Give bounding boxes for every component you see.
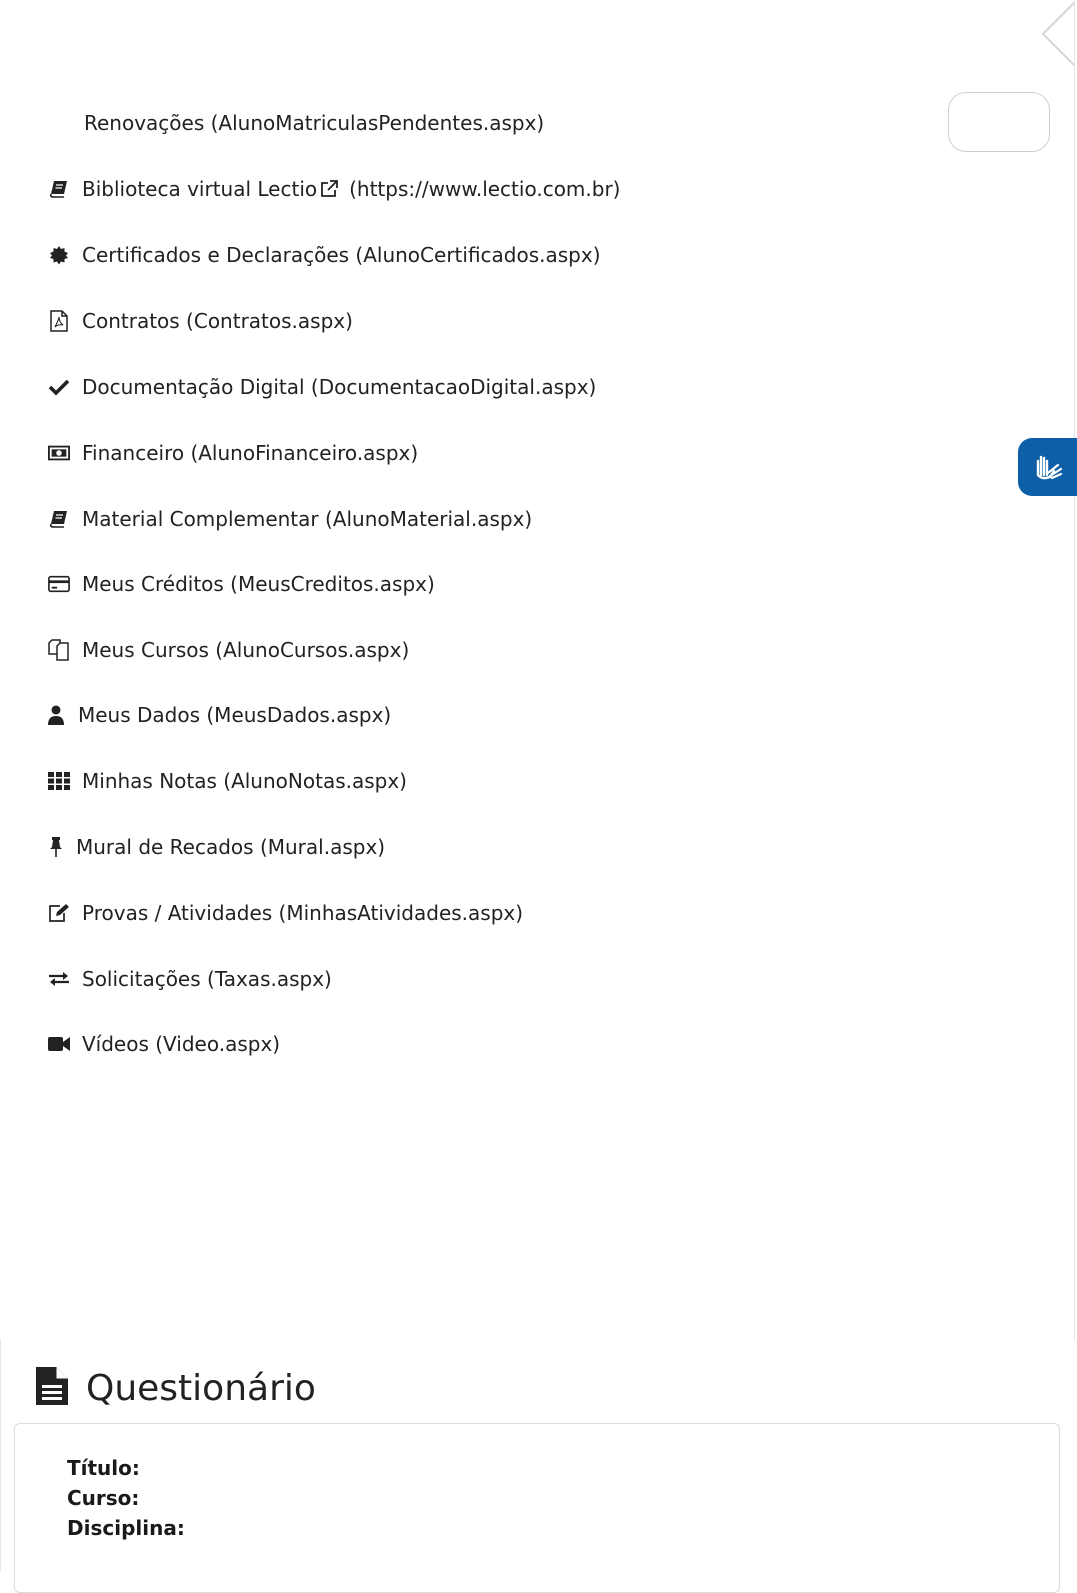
menu-item-label: Meus Créditos (MeusCreditos.aspx)	[82, 572, 435, 596]
menu-item-label: Material Complementar (AlunoMaterial.aspx)	[82, 507, 533, 531]
copy-icon	[48, 639, 70, 661]
thumbtack-icon	[48, 836, 64, 858]
menu-item-videos[interactable]	[48, 1024, 688, 1064]
left-divider	[0, 1340, 1, 1571]
credit-card-icon	[48, 573, 70, 595]
menu-item-label: Financeiro (AlunoFinanceiro.aspx)	[82, 441, 419, 465]
menu-item-biblioteca-virtual[interactable]	[48, 169, 688, 209]
search-box[interactable]	[948, 92, 1050, 152]
menu-item-label: Solicitações (Taxas.aspx)	[82, 967, 332, 991]
menu-item-meus-cursos[interactable]	[48, 630, 688, 670]
menu-item-meus-creditos[interactable]	[48, 564, 688, 604]
book-icon	[48, 178, 70, 200]
grid-icon	[48, 770, 70, 792]
menu-item-material-complementar[interactable]	[48, 499, 688, 539]
menu-item-financeiro[interactable]	[48, 433, 688, 473]
menu-item-label: Documentação Digital (DocumentacaoDigital.aspx)	[82, 375, 597, 399]
menu-item-url: (https://www.lectio.com.br)	[349, 177, 621, 201]
video-icon	[48, 1033, 70, 1055]
menu-item-label: Minhas Notas (AlunoNotas.aspx)	[82, 769, 407, 793]
check-icon	[48, 376, 70, 398]
menu-item-provas-atividades[interactable]	[48, 893, 688, 933]
menu-item-label: Provas / Atividades (MinhasAtividades.aspx)	[82, 901, 524, 925]
disciplina-label: Disciplina:	[67, 1516, 185, 1540]
menu-item-label: Biblioteca virtual Lectio	[82, 177, 318, 201]
menu-item-label: Contratos (Contratos.aspx)	[82, 309, 353, 333]
page-title: Questionário	[86, 1367, 316, 1409]
menu-item-renovacoes[interactable]	[84, 103, 724, 143]
menu-item-label: Mural de Recados (Mural.aspx)	[76, 835, 386, 859]
book-icon	[48, 508, 70, 530]
section-header	[36, 1360, 316, 1416]
external-link-icon	[319, 179, 339, 199]
file-text-icon	[36, 1367, 68, 1409]
menu-item-contratos[interactable]	[48, 301, 688, 341]
menu-item-meus-dados[interactable]	[48, 695, 688, 735]
exchange-icon	[48, 968, 70, 990]
menu-item-label: Vídeos (Video.aspx)	[82, 1032, 281, 1056]
sign-language-hands-icon	[1030, 447, 1066, 487]
user-icon	[48, 704, 64, 726]
menu-item-label: Renovações (AlunoMatriculasPendentes.aspx)	[84, 111, 545, 135]
certificate-icon	[48, 244, 70, 266]
menu-item-certificados[interactable]	[48, 235, 688, 275]
menu-item-label: Meus Dados (MeusDados.aspx)	[78, 703, 392, 727]
file-pdf-icon	[48, 310, 70, 332]
menu-item-minhas-notas[interactable]	[48, 761, 688, 801]
edit-icon	[48, 902, 70, 924]
menu-item-mural-de-recados[interactable]	[48, 827, 688, 867]
collapse-chevron-icon[interactable]	[1037, 0, 1077, 70]
menu-item-label: Certificados e Declarações (AlunoCertificados.aspx)	[82, 243, 601, 267]
accessibility-button[interactable]	[1018, 438, 1077, 496]
questionnaire-card	[14, 1423, 1060, 1593]
money-icon	[48, 442, 70, 464]
right-divider	[1074, 0, 1075, 1340]
menu-item-documentacao-digital[interactable]	[48, 367, 688, 407]
menu-item-solicitacoes[interactable]	[48, 959, 688, 999]
titulo-label: Título:	[67, 1456, 140, 1480]
menu-item-label: Meus Cursos (AlunoCursos.aspx)	[82, 638, 410, 662]
curso-label: Curso:	[67, 1486, 140, 1510]
